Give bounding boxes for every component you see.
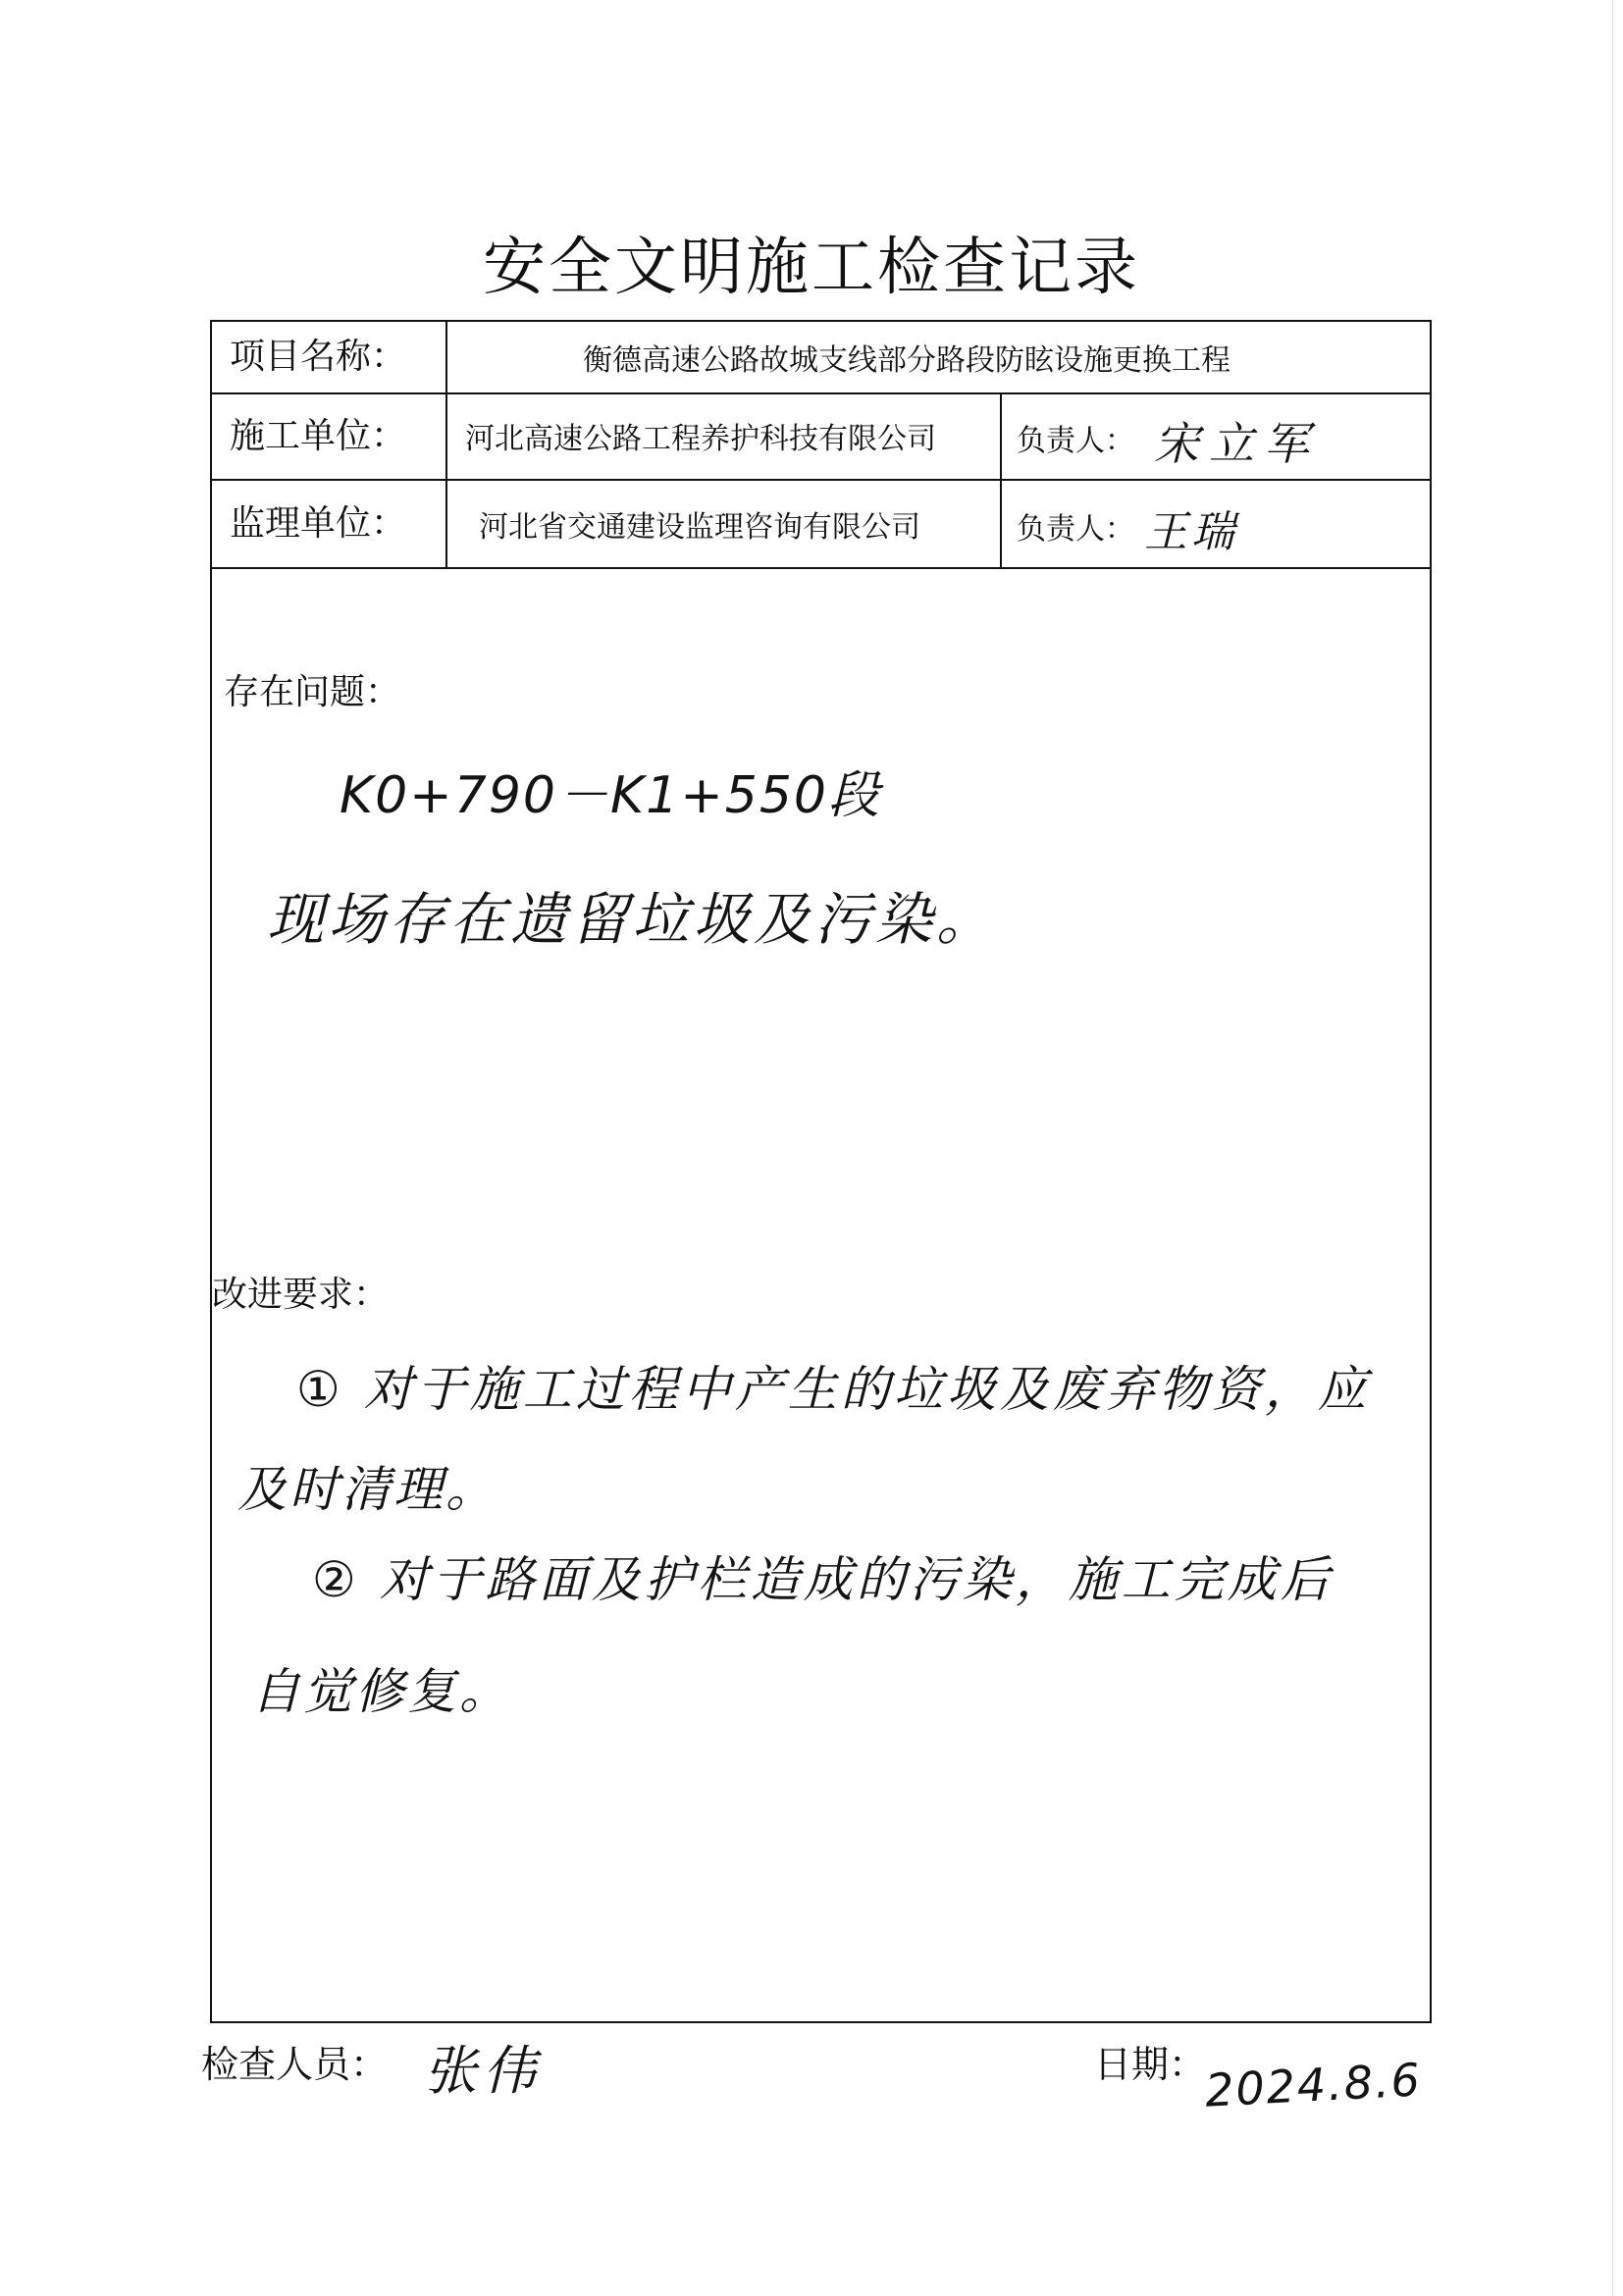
contractor-name: 河北高速公路工程养护科技有限公司 <box>465 422 936 456</box>
improvements-label: 改进要求： <box>212 1275 390 1315</box>
supervisor-name: 河北省交通建设监理咨询有限公司 <box>479 510 920 545</box>
contractor-responsible-label: 负责人： <box>1017 424 1134 458</box>
responsible-column-divider <box>1000 392 1002 567</box>
contractor-responsible-signature: 宋立军 <box>1154 417 1319 470</box>
inspection-date: 2024.8.6 <box>1203 2053 1424 2117</box>
page-edge <box>1612 0 1613 2296</box>
supervisor-responsible-signature: 王瑞 <box>1144 507 1238 557</box>
improvement-line-2: 及时清理。 <box>237 1461 497 1518</box>
row-divider-contractor <box>212 479 1430 481</box>
date-label: 日期： <box>1094 2043 1207 2086</box>
improvement-line-1: ① 对于施工过程中产生的垃圾及废弃物资，应 <box>296 1361 1371 1418</box>
label-column-divider <box>445 322 447 567</box>
improvement-line-3: ② 对于路面及护栏造成的污染，施工完成后 <box>312 1551 1334 1608</box>
inspection-form-table <box>210 320 1432 2023</box>
project-label: 项目名称： <box>230 337 407 377</box>
problem-description: 现场存在遗留垃圾及污染。 <box>267 886 998 953</box>
row-divider-project <box>212 392 1430 394</box>
row-divider-supervisor <box>212 567 1430 569</box>
inspector-signature: 张伟 <box>424 2040 542 2102</box>
project-name: 衡德高速公路故城支线部分路段防眩设施更换工程 <box>583 343 1230 378</box>
improvement-line-4: 自觉修复。 <box>251 1663 511 1720</box>
inspector-label: 检查人员： <box>201 2043 389 2086</box>
problems-label: 存在问题： <box>224 672 401 712</box>
problem-location: K0+790－K1+550段 <box>340 766 882 825</box>
contractor-label: 施工单位： <box>230 416 407 456</box>
document-title: 安全文明施工检查记录 <box>483 232 1140 304</box>
supervisor-responsible-label: 负责人： <box>1017 512 1134 547</box>
supervisor-label: 监理单位： <box>230 503 407 544</box>
